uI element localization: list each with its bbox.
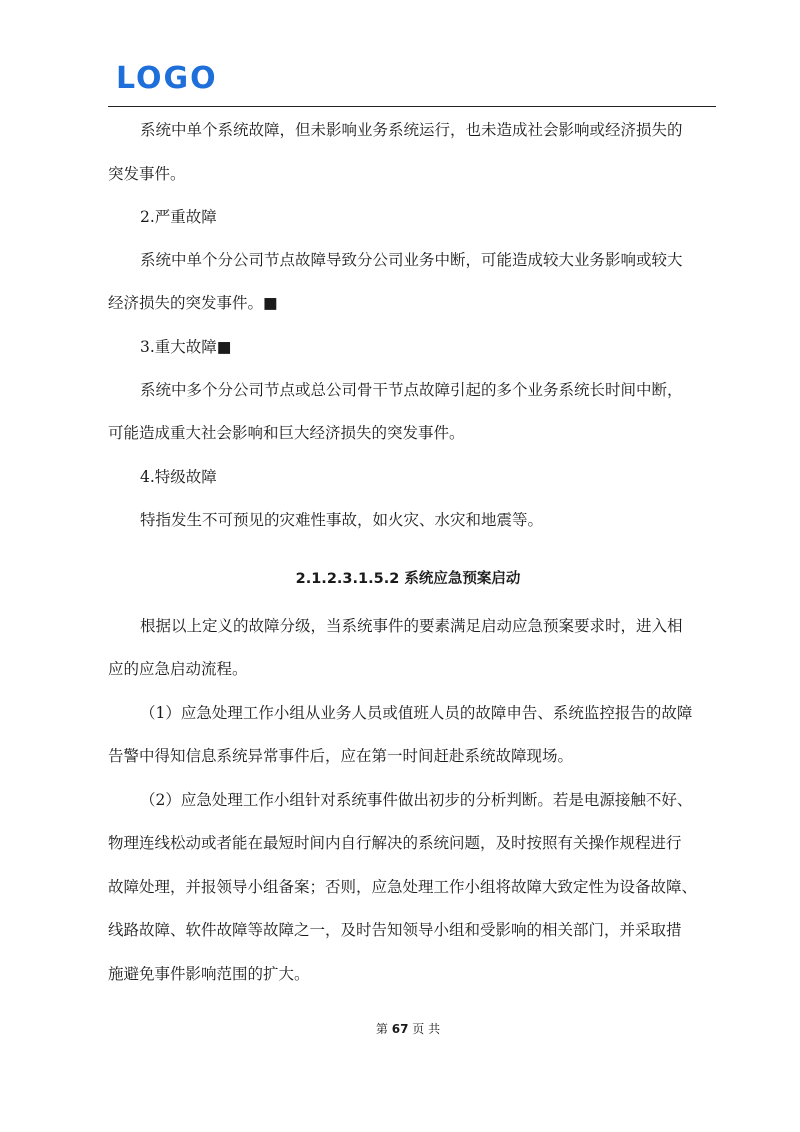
paragraph-line: （2）应急处理工作小组针对系统事件做出初步的分析判断。若是电源接触不好、 <box>140 791 693 809</box>
paragraph-line: 系统中单个系统故障，但未影响业务系统运行，也未造成社会影响或经济损失的 <box>140 121 683 139</box>
logo: LOGO <box>116 61 218 96</box>
page-footer <box>108 1021 708 1037</box>
paragraph-line: 故障处理，并报领导小组备案；否则，应急处理工作小组将故障大致定性为设备故障、 <box>108 878 698 896</box>
paragraph-line: 告警中得知信息系统异常事件后，应在第一时间赶赴系统故障现场。 <box>108 747 574 765</box>
page-header <box>108 0 716 107</box>
list-heading: 3.重大故障■ <box>140 338 232 356</box>
paragraph-line: 施避免事件影响范围的扩大。 <box>108 965 310 983</box>
page-number: 67 <box>391 1022 409 1036</box>
paragraph-line: 系统中多个分公司节点或总公司骨干节点故障引起的多个业务系统长时间中断， <box>140 381 683 399</box>
paragraph-line: 应的应急启动流程。 <box>108 660 248 678</box>
paragraph-line: 系统中单个分公司节点故障导致分公司业务中断，可能造成较大业务影响或较大 <box>140 251 683 269</box>
paragraph-line: 经济损失的突发事件。■ <box>108 294 278 312</box>
list-heading: 4.特级故障 <box>140 468 217 486</box>
paragraph-line: 物理连线松动或者能在最短时间内自行解决的系统问题，及时按照有关操作规程进行 <box>108 834 682 852</box>
footer-suffix: 页 共 <box>412 1022 441 1036</box>
paragraph-line: 特指发生不可预见的灾难性事故，如火灾、水灾和地震等。 <box>140 511 544 529</box>
paragraph-line: 突发事件。 <box>108 165 186 183</box>
footer-prefix: 第 <box>375 1022 388 1036</box>
section-heading: 2.1.2.3.1.5.2 系统应急预案启动 <box>295 571 521 587</box>
paragraph-line: 可能造成重大社会影响和巨大经济损失的突发事件。 <box>108 424 465 442</box>
paragraph-line: （1）应急处理工作小组从业务人员或值班人员的故障申告、系统监控报告的故障 <box>140 704 693 722</box>
list-heading: 2.严重故障 <box>140 208 217 226</box>
paragraph-line: 线路故障、软件故障等故障之一，及时告知领导小组和受影响的相关部门，并采取措 <box>108 921 682 939</box>
paragraph-line: 根据以上定义的故障分级，当系统事件的要素满足启动应急预案要求时，进入相 <box>140 617 683 635</box>
